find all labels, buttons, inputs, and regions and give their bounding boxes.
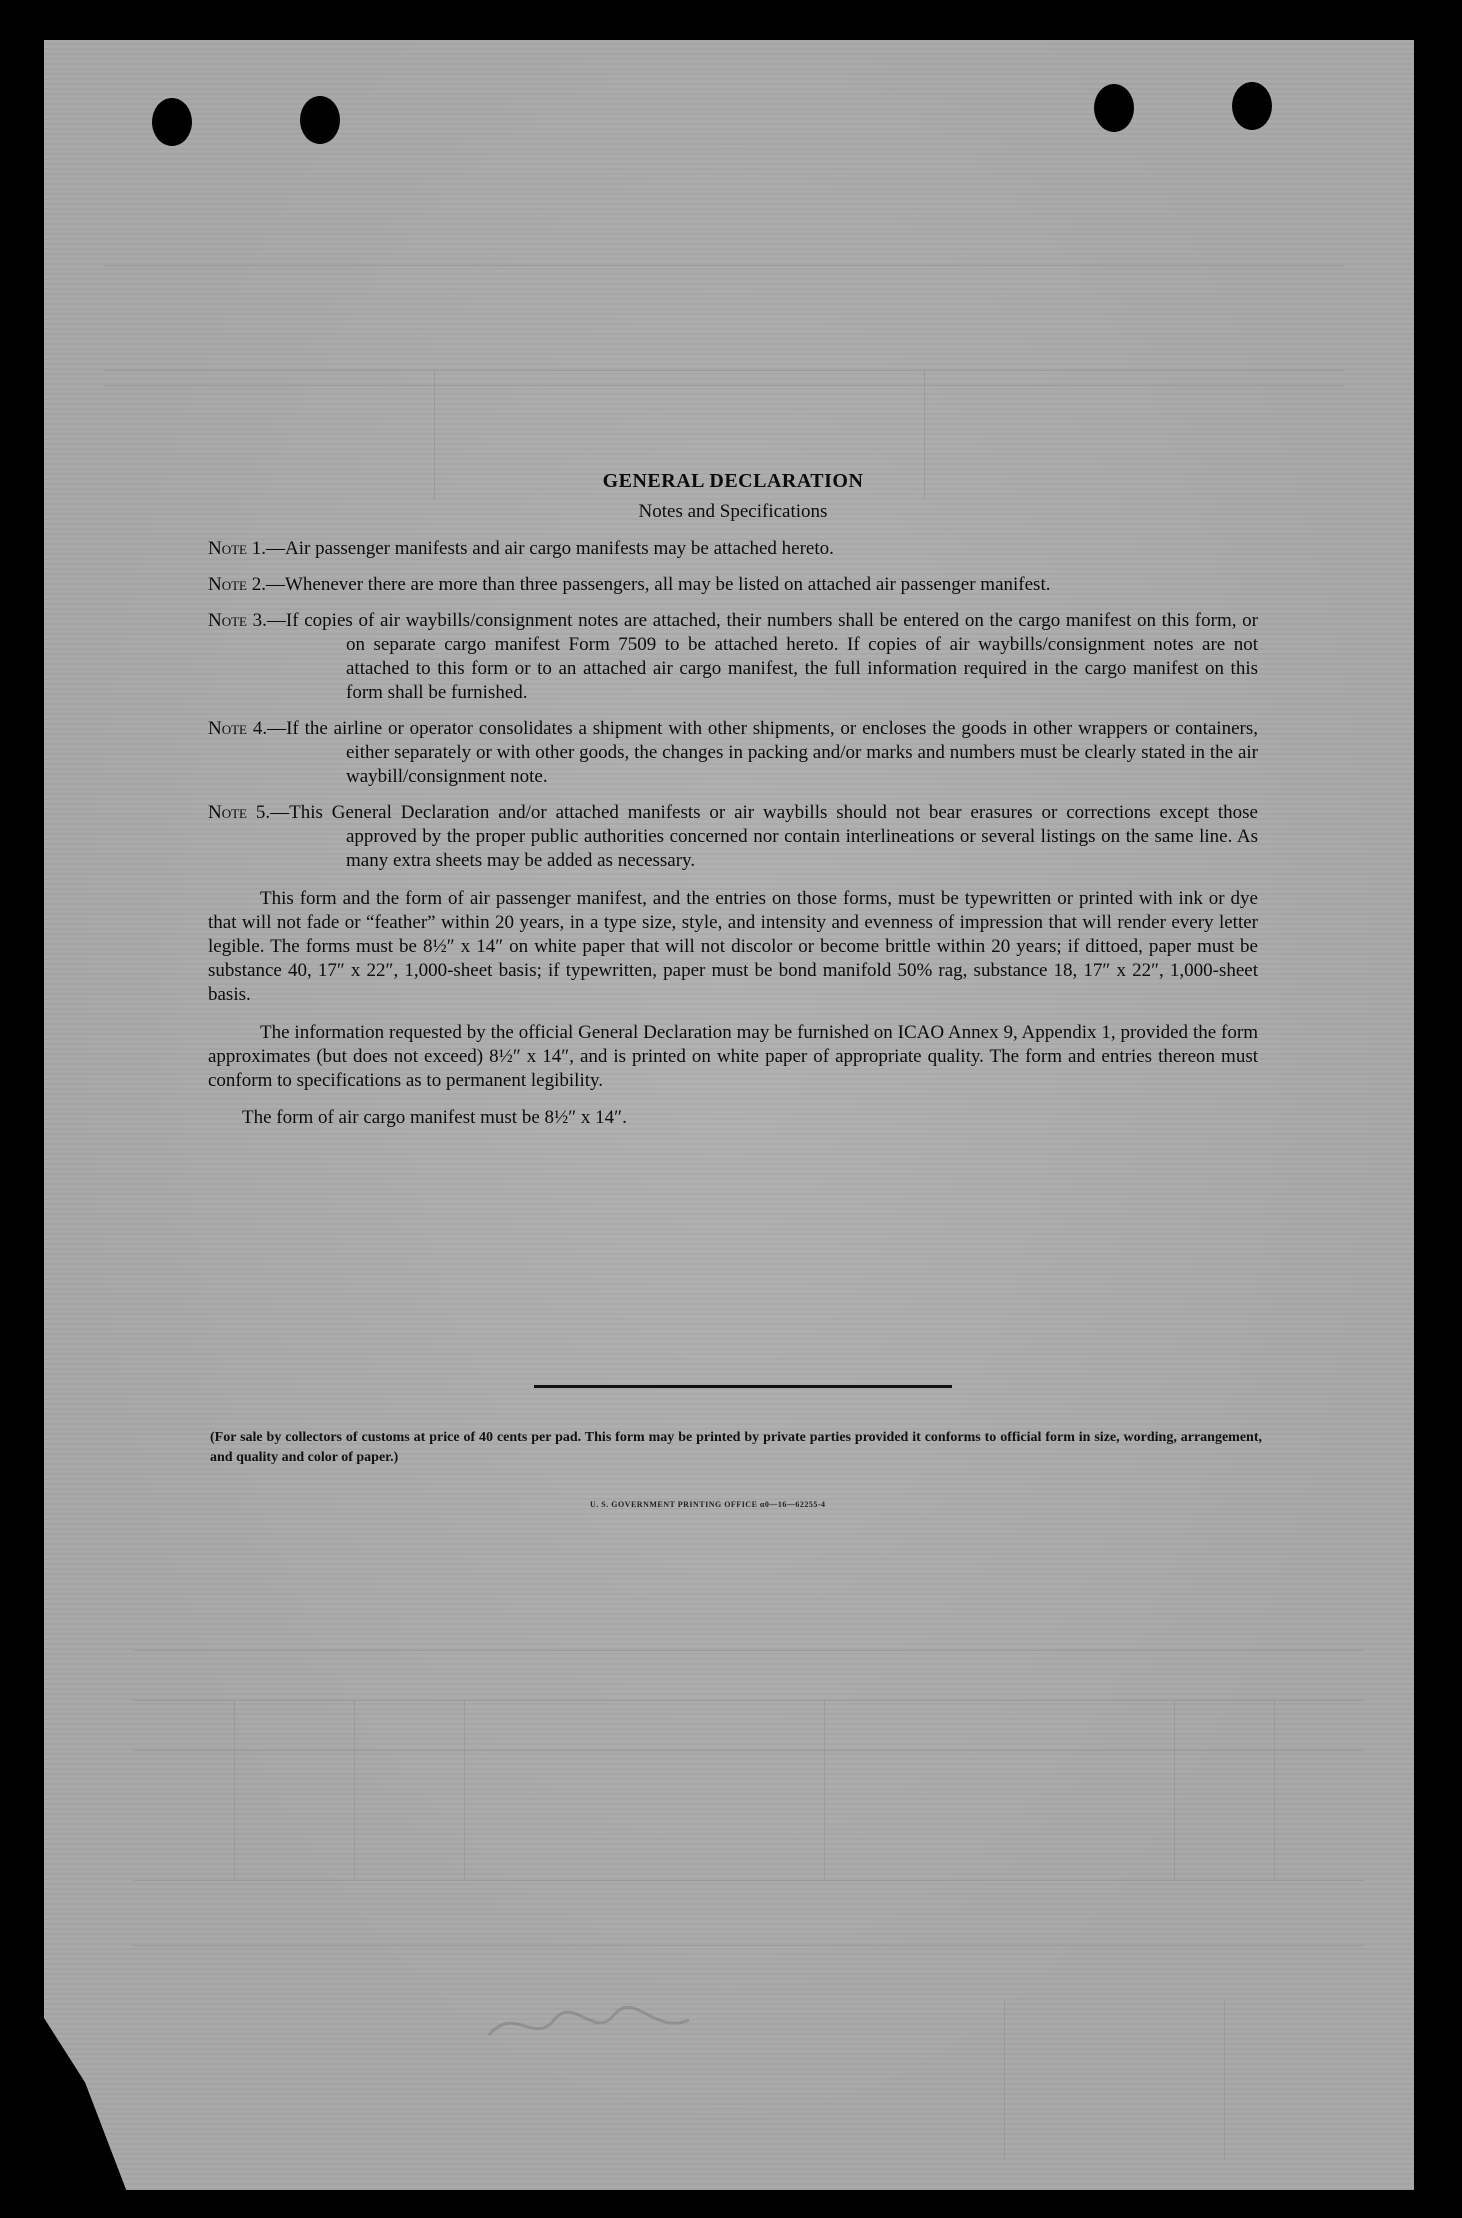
declaration-notes: [208, 470, 1258, 1129]
punch-hole: [1094, 84, 1134, 132]
bleed-through-line: [104, 385, 1344, 386]
page-title: GENERAL DECLARATION: [602, 470, 864, 492]
bleed-through-line: [134, 1750, 1364, 1751]
note-text: This General Declaration and/or attached manifests or air waybills should not bear erasures or corrections except those approved by the proper public authorities concerned nor contain interlineations or several listings on the same line. As many extra sheets may be added as necessary.: [289, 802, 1258, 871]
notes-list: [208, 537, 1258, 873]
note-label: Note 3.: [208, 610, 267, 631]
bleed-through-line: [104, 370, 1344, 371]
note-text: If the airline or operator consolidates a shipment with other shipments, or encloses the goods in other wrappers or containers, either separately or with other goods, the changes in packing and/or marks and numbers must be clearly stated in the air waybill/consignment note.: [286, 718, 1258, 787]
page-subtitle: Notes and Specifications: [638, 501, 828, 522]
horizontal-rule: [534, 1385, 952, 1388]
cargo-manifest-size-line: The form of air cargo manifest must be 8½″ x 14″.: [242, 1107, 627, 1128]
note-text: Air passenger manifests and air cargo manifests may be attached hereto.: [285, 538, 834, 559]
bleed-through-line: [134, 1700, 1364, 1701]
note-label: Note 5.: [208, 802, 271, 823]
bleed-through-line: [1004, 2000, 1005, 2160]
note-2: Note 2.—Whenever there are more than three passengers, all may be listed on attached air passenger manifest.: [208, 574, 1051, 595]
note-label: Note 2.: [208, 574, 266, 595]
punch-hole: [152, 98, 192, 146]
bleed-through-line: [1174, 1700, 1175, 1880]
bleed-through-line: [464, 1700, 465, 1880]
bleed-through-line: [354, 1700, 355, 1880]
note-label: Note 1.: [208, 538, 266, 559]
note-1: Note 1.—Air passenger manifests and air cargo manifests may be attached hereto.: [208, 538, 834, 559]
bleed-through-line: [1224, 2000, 1225, 2160]
signature-bleed-through: [484, 2000, 694, 2050]
legibility-paragraph: This form and the form of air passenger manifest, and the entries on those forms, must be typewritten or printed with ink or dye that will not fade or “feather” within 20 years, in a type size, style, and intensity and evenness of impression that will render every letter legible. The forms must be 8½″ x 14″ on white paper that will not discolor or become brittle within 20 years; if dittoed, paper must be substance 40, 17″ x 22″, 1,000-sheet basis; if typewritten, paper must be bond manifold 50% rag, substance 18, 17″ x 22″, 1,000-sheet basis.: [208, 888, 1258, 1005]
note-label: Note 4.: [208, 718, 268, 739]
note-text: If copies of air waybills/consignment notes are attached, their numbers shall be entered on the cargo manifest on this form, or on separate cargo manifest Form 7509 to be attached hereto. If copies of air waybills/consignment notes are not attached to this form or to an attached air cargo manifest, the full information required in the cargo manifest on this form shall be furnished.: [285, 610, 1258, 703]
bleed-through-line: [1274, 1700, 1275, 1880]
sale-note: (For sale by collectors of customs at price of 40 cents per pad. This form may be printed by private parties provided it conforms to official form in size, wording, arrangement, and quality and color of paper.): [210, 1430, 1262, 1465]
note-text: Whenever there are more than three passengers, all may be listed on attached air passenger manifest.: [285, 574, 1051, 595]
bleed-through-line: [134, 1880, 1364, 1881]
printer-imprint: U. S. GOVERNMENT PRINTING OFFICE α0—16—62255-4: [590, 1500, 826, 1509]
bleed-through-line: [104, 265, 1344, 266]
note-4: Note 4.—If the airline or operator consolidates a shipment with other shipments, or encloses the goods in other wrappers or containers, either separately or with other goods, the changes in packing and/or marks and numbers must be clearly stated in the air waybill/consignment note.: [208, 718, 1258, 787]
punch-hole: [300, 96, 340, 144]
note-3: Note 3.—If copies of air waybills/consignment notes are attached, their numbers shall be entered on the cargo manifest on this form, or on separate cargo manifest Form 7509 to be attached hereto. If copies of air waybills/consignment notes are not attached to this form or to an attached air cargo manifest, the full information required in the cargo manifest on this form shall be furnished.: [208, 610, 1258, 703]
punch-hole: [1232, 82, 1272, 130]
bleed-through-line: [134, 1650, 1364, 1651]
bleed-through-line: [234, 1700, 235, 1880]
bleed-through-line: [824, 1700, 825, 1880]
note-5: Note 5.—This General Declaration and/or attached manifests or air waybills should not bear erasures or corrections except those approved by the proper public authorities concerned nor contain interlineations or several listings on the same line. As many extra sheets may be added as necessary.: [208, 802, 1258, 871]
bleed-through-line: [134, 1945, 1364, 1946]
icao-paragraph: The information requested by the official General Declaration may be furnished on ICAO Annex 9, Appendix 1, provided the form approximates (but does not exceed) 8½″ x 14″, and is printed on white paper of appropriate quality. The form and entries thereon must conform to specifications as to permanent legibility.: [208, 1022, 1258, 1091]
